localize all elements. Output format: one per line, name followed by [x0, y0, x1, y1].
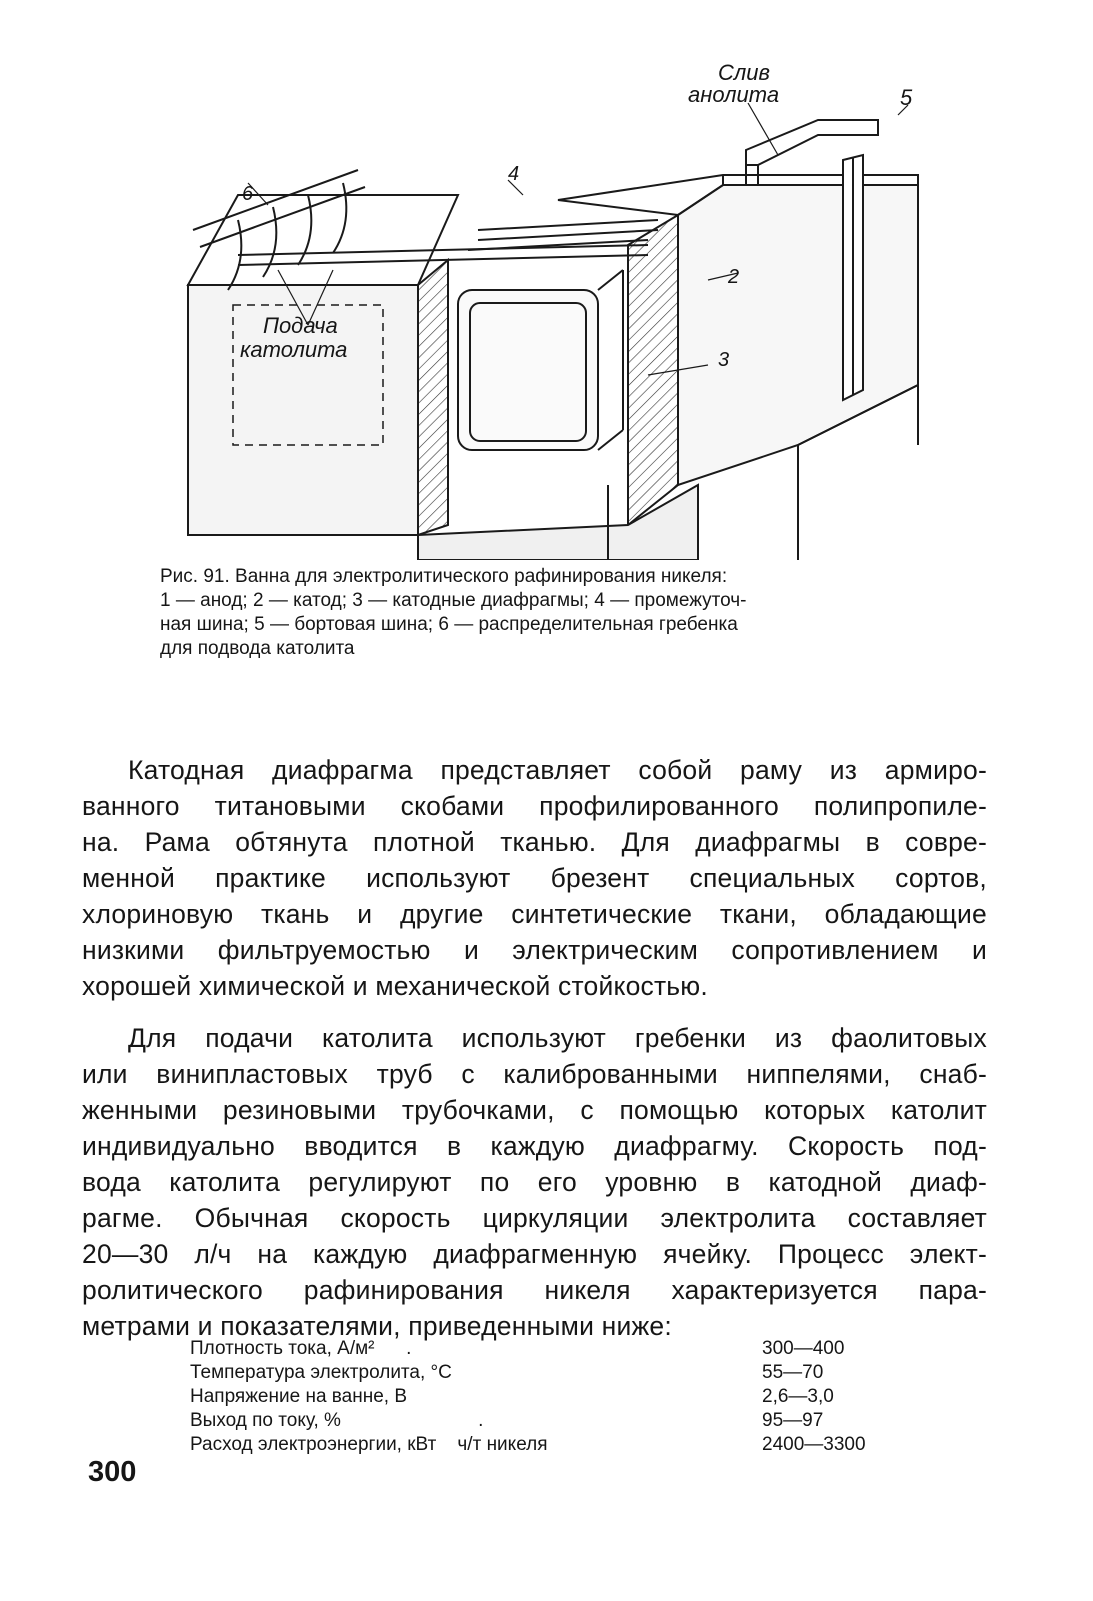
text-line: женными резиновыми трубочками, с помощью которых католит — [82, 1095, 987, 1125]
label-anolyte-drain-1: Слив — [718, 60, 771, 85]
parameter-value: 55—70 — [762, 1362, 824, 1383]
parameter-value: 95—97 — [762, 1410, 824, 1431]
page-number: 300 — [88, 1456, 137, 1488]
paragraph-2 — [82, 1020, 987, 1344]
text-line: ролитического рафинирования никеля характеризуется пара- — [82, 1275, 987, 1305]
electrolysis-bath-figure — [178, 55, 943, 560]
parameter-name: Выход по току, % . — [190, 1410, 484, 1431]
wall-hatched-right — [628, 215, 678, 525]
parameter-name: Расход электроэнергии, кВт ч/т никеля — [190, 1434, 548, 1455]
body-text — [82, 752, 987, 1344]
parameter-name: Плотность тока, А/м² . — [190, 1338, 412, 1359]
text-line: хорошей химической и механической стойкостью. — [82, 971, 708, 1001]
cathode-diaphragm — [458, 290, 598, 450]
text-line: низкими фильтруемостью и электрическим сопротивлением и — [82, 935, 987, 965]
text-line: рагме. Обычная скорость циркуляции электролита составляет — [82, 1203, 987, 1233]
partition-hatched — [418, 260, 448, 535]
label-4: 4 — [508, 163, 520, 185]
parameter-row — [190, 1362, 890, 1386]
parameter-name: Напряжение на ванне, В — [190, 1386, 408, 1407]
text-line: Для подачи католита используют гребенки из фаолитовых — [128, 1023, 987, 1053]
label-3: 3 — [718, 349, 730, 371]
label-2: 2 — [728, 266, 740, 288]
caption-line: ная шина; 5 — бортовая шина; 6 — распределительная гребенка — [160, 614, 738, 635]
parameter-row — [190, 1434, 890, 1458]
parameters-table — [190, 1338, 890, 1458]
parameter-value: 2400—3300 — [762, 1434, 866, 1455]
bath-rear-body — [678, 185, 918, 485]
text-line: метрами и показателями, приведенными ниже: — [82, 1311, 672, 1341]
label-5: 5 — [900, 85, 913, 110]
bath-diagram — [178, 55, 943, 560]
caption-line: Рис. 91. Ванна для электролитического рафинирования никеля: — [160, 566, 728, 587]
caption-line: для подвода католита — [160, 638, 355, 659]
text-line: ванного титановыми скобами профилированного полипропиле- — [82, 791, 987, 821]
parameter-value: 2,6—3,0 — [762, 1386, 834, 1407]
text-line: вода католита регулируют по его уровню в катодной диаф- — [82, 1167, 987, 1197]
text-line: Катодная диафрагма представляет собой раму из армиро- — [128, 755, 987, 785]
text-line: на. Рама обтянута плотной тканью. Для диафрагмы в совре- — [82, 827, 987, 857]
label-anolyte-drain-2: анолита — [688, 82, 780, 107]
label-catholyte-feed-1: Подача — [263, 313, 338, 338]
text-line: менной практике используют брезент специальных сортов, — [82, 863, 987, 893]
paragraph-1 — [82, 752, 987, 1004]
parameter-row — [190, 1386, 890, 1410]
label-catholyte-feed-2: католита — [240, 337, 348, 362]
text-line: или винипластовых труб с калиброванными ниппелями, снаб- — [82, 1059, 987, 1089]
parameter-name: Температура электролита, °С — [190, 1362, 452, 1383]
text-line: индивидуально вводится в каждую диафрагму. Скорость под- — [82, 1131, 987, 1161]
text-line: хлориновую ткань и другие синтетические ткани, обладающие — [82, 899, 987, 929]
caption-line: 1 — анод; 2 — катод; 3 — катодные диафрагмы; 4 — промежуточ- — [160, 590, 747, 611]
text-line: 20—30 л/ч на каждую диафрагменную ячейку. Процесс элект- — [82, 1239, 987, 1269]
parameter-value: 300—400 — [762, 1338, 845, 1359]
bath-left-top — [188, 195, 458, 285]
parameter-row — [190, 1338, 890, 1362]
parameter-row — [190, 1410, 890, 1434]
figure-caption — [160, 565, 900, 661]
label-6: 6 — [242, 183, 254, 205]
